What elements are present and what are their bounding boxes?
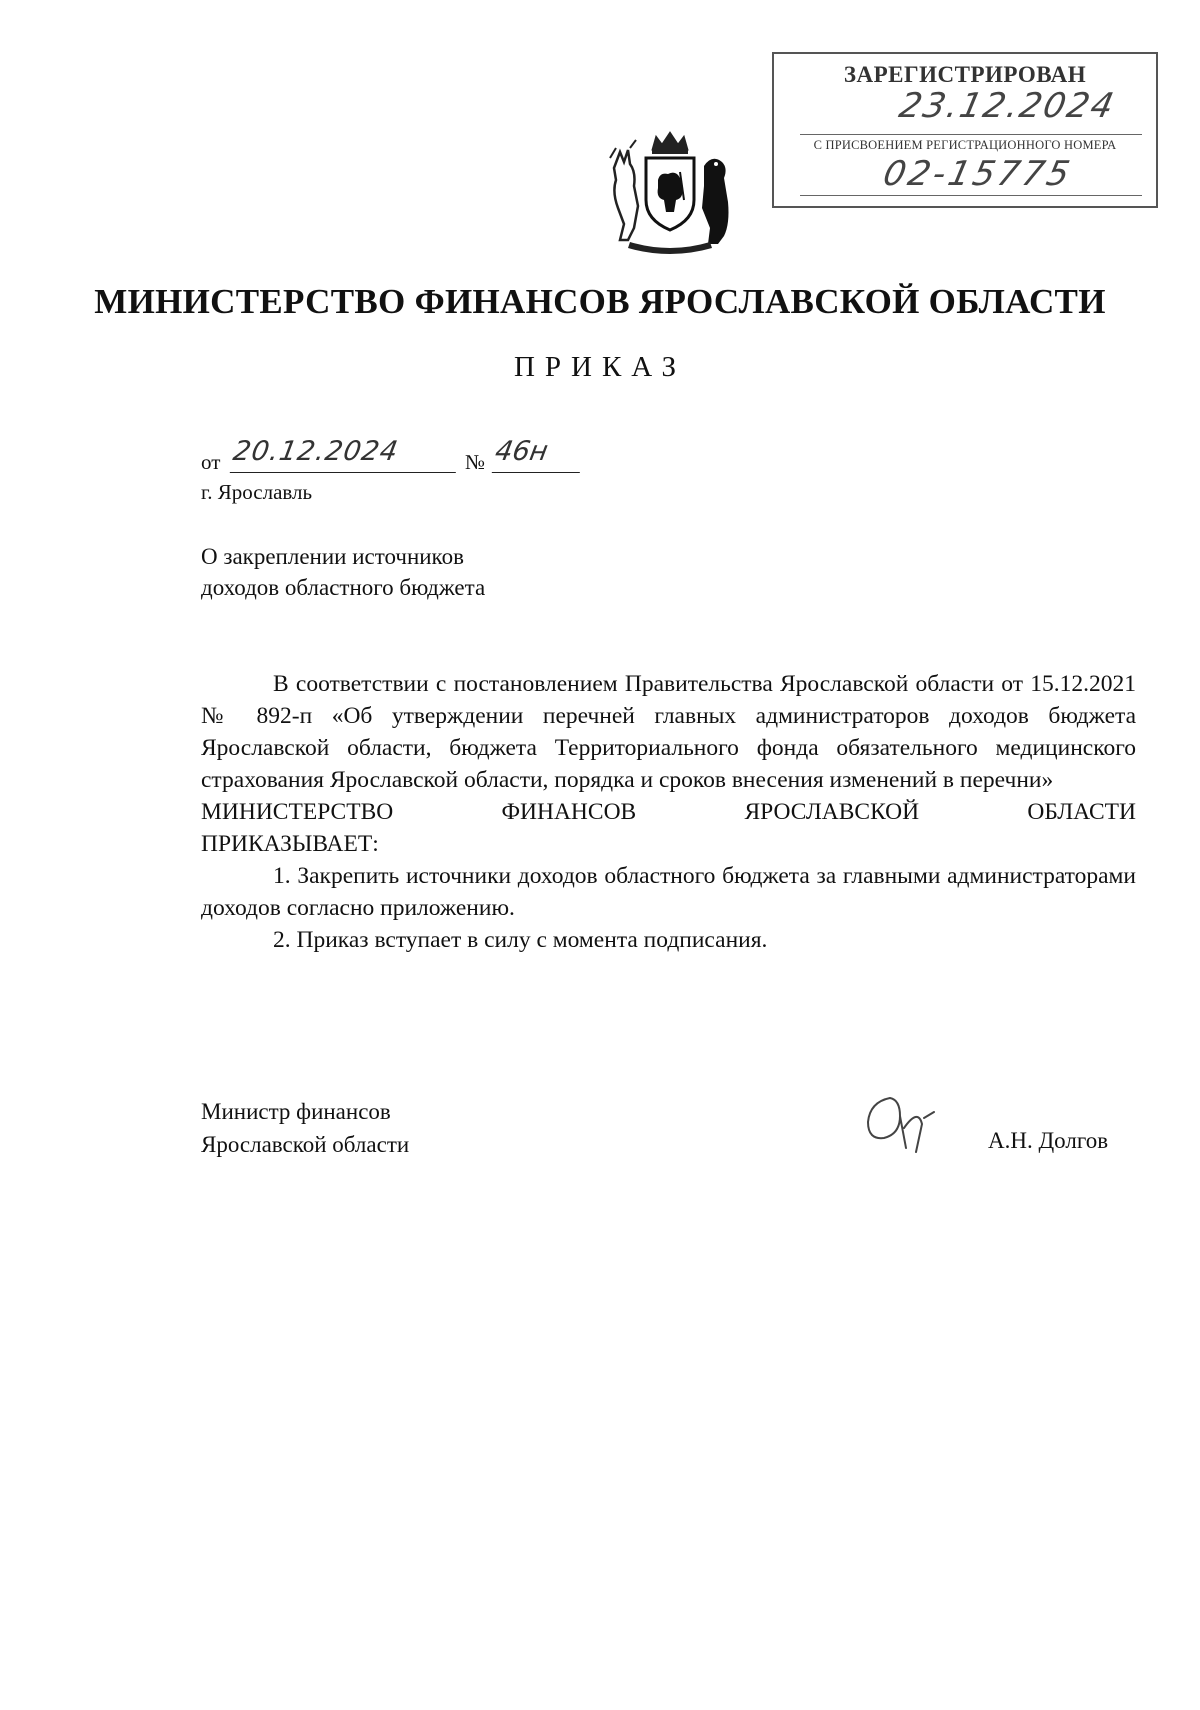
- stamp-number: 02-15775: [879, 154, 1076, 194]
- coat-of-arms-icon: [600, 128, 740, 258]
- order-word: ФИНАНСОВ: [501, 799, 637, 825]
- order-word: МИНИСТЕРСТВО: [201, 799, 394, 825]
- document-type: ПРИКАЗ: [513, 351, 687, 383]
- order-word: ЯРОСЛАВСКОЙ: [744, 799, 920, 825]
- stamp-divider: [800, 195, 1142, 196]
- order-statement: [201, 796, 1136, 828]
- number-label: №: [465, 450, 486, 474]
- date-label: от: [201, 450, 221, 474]
- order-verb: ПРИКАЗЫВАЕТ:: [201, 831, 379, 857]
- city: г. Ярославль: [201, 480, 313, 504]
- ministry-title: МИНИСТЕРСТВО ФИНАНСОВ ЯРОСЛАВСКОЙ ОБЛАСТИ: [94, 282, 1106, 321]
- signer-position-line: Ярославской области: [201, 1132, 410, 1157]
- subject-line: О закреплении источников: [201, 544, 464, 569]
- signer-position-line: Министр финансов: [201, 1099, 391, 1124]
- signer-name: А.Н. Долгов: [988, 1128, 1109, 1153]
- order-item-2: 2. Приказ вступает в силу с момента подписания.: [273, 927, 768, 953]
- document-date: 20.12.2024: [230, 436, 463, 473]
- stamp-date: 23.12.2024: [895, 86, 1119, 126]
- subject-line: доходов областного бюджета: [201, 575, 486, 600]
- stamp-caption: С ПРИСВОЕНИЕМ РЕГИСТРАЦИОННОГО НОМЕРА: [813, 138, 1117, 152]
- preamble-paragraph: В соответствии с постановлением Правительства Ярославской области от 15.12.2021 № 892-п «Об утверждении перечней главных администраторов доходов бюджета Ярославской области, бюджета Территориального фонда обязательного медицинского страхования Ярославской области, порядка и сроков внесения изменений в перечни»: [201, 671, 1136, 793]
- order-item-1: 1. Закрепить источники доходов областного бюджета за главными администраторами доходов согласно приложению.: [201, 863, 1136, 921]
- subject-heading: [201, 541, 485, 603]
- order-body: [201, 668, 1136, 956]
- date-number-line: [201, 436, 641, 476]
- signer-position: [201, 1095, 409, 1161]
- order-word: ОБЛАСТИ: [1027, 799, 1136, 825]
- stamp-divider: [800, 134, 1142, 135]
- registration-stamp: [772, 52, 1158, 208]
- stamp-title: ЗАРЕГИСТРИРОВАН: [843, 62, 1087, 87]
- document-number: 46н: [492, 436, 587, 473]
- handwritten-signature: [860, 1088, 950, 1158]
